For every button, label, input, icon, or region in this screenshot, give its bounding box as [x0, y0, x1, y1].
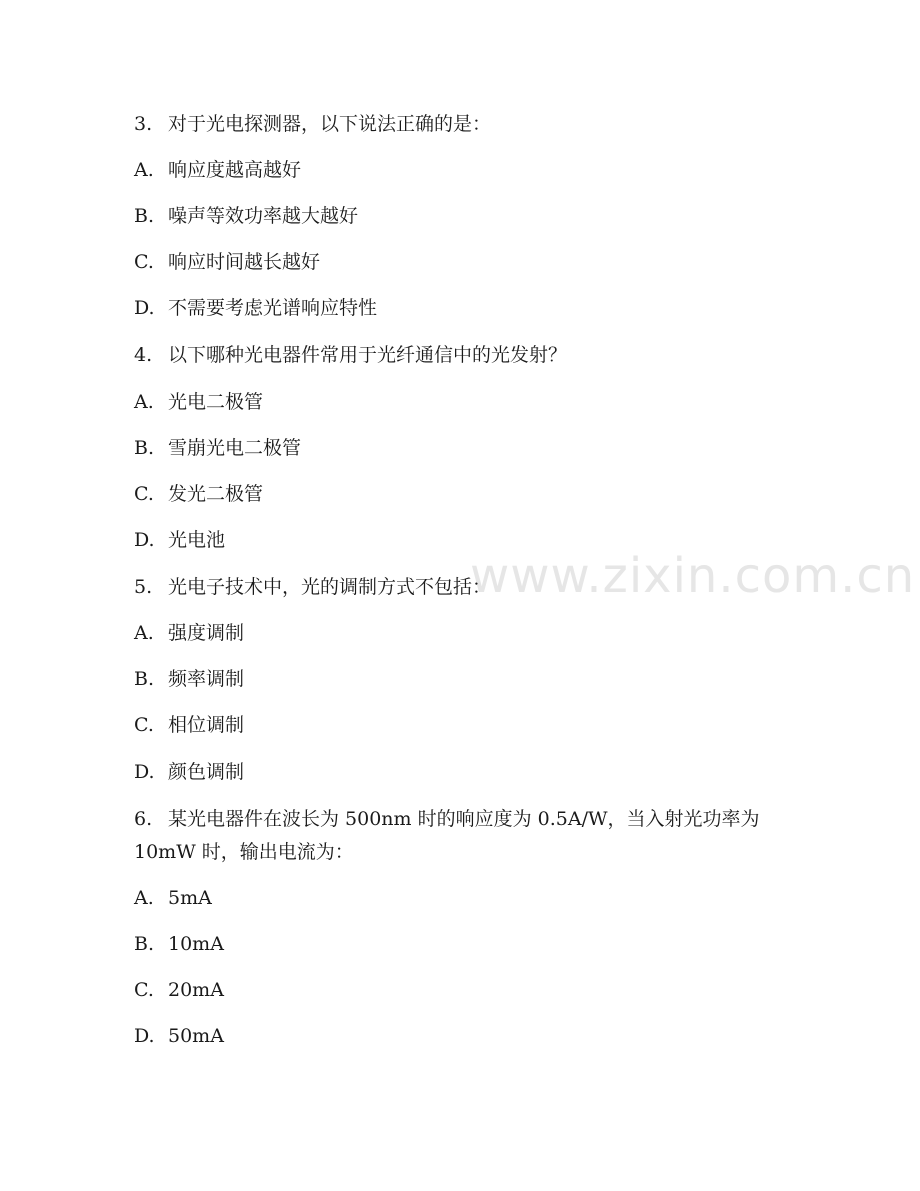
option-label: C.	[134, 979, 154, 1001]
option-text: 相位调制	[168, 714, 245, 736]
option-text: 5mA	[168, 887, 212, 909]
option-text: 发光二极管	[168, 483, 264, 505]
option-label: B.	[134, 437, 155, 459]
q3-option-b	[134, 202, 794, 230]
q6-option-b	[134, 930, 794, 958]
option-label: D.	[134, 761, 155, 783]
option-text: 20mA	[168, 979, 224, 1001]
option-label: C.	[134, 714, 154, 736]
q5-option-c	[134, 711, 794, 739]
option-text: 强度调制	[168, 622, 245, 644]
q5-option-d	[134, 758, 794, 786]
option-label: A.	[134, 159, 154, 181]
q5-option-b	[134, 665, 794, 693]
question-6	[134, 805, 794, 833]
q5-option-a	[134, 619, 794, 647]
option-text: 频率调制	[168, 668, 245, 690]
option-label: D.	[134, 297, 155, 319]
question-text-line-2: 10mW 时，输出电流为：	[134, 841, 354, 863]
option-label: A.	[134, 391, 154, 413]
q6-option-a	[134, 884, 794, 912]
option-text: 噪声等效功率越大越好	[168, 205, 359, 227]
question-4	[134, 341, 794, 369]
question-text: 以下哪种光电器件常用于光纤通信中的光发射？	[168, 344, 568, 366]
option-text: 50mA	[168, 1025, 224, 1047]
option-text: 响应时间越长越好	[168, 251, 321, 273]
option-label: D.	[134, 529, 155, 551]
q3-option-d	[134, 294, 794, 322]
option-label: B.	[134, 205, 155, 227]
option-label: C.	[134, 251, 154, 273]
q4-option-d	[134, 526, 794, 554]
question-3	[134, 110, 794, 138]
q6-option-d	[134, 1022, 794, 1050]
option-label: B.	[134, 933, 155, 955]
option-label: B.	[134, 668, 155, 690]
q3-option-a	[134, 156, 794, 184]
question-6-continued	[134, 838, 794, 866]
option-text: 响应度越高越好	[168, 159, 302, 181]
question-number: 3.	[134, 113, 153, 135]
question-text-line-1: 某光电器件在波长为 500nm 时的响应度为 0.5A/W，当入射光功率为	[168, 808, 760, 830]
q4-option-b	[134, 434, 794, 462]
question-number: 6.	[134, 808, 153, 830]
q3-option-c	[134, 248, 794, 276]
watermark: www.zixin.com.cn	[470, 548, 916, 604]
option-text: 光电二极管	[168, 391, 264, 413]
question-number: 4.	[134, 344, 153, 366]
question-5	[134, 573, 794, 601]
option-label: D.	[134, 1025, 155, 1047]
option-label: C.	[134, 483, 154, 505]
q6-option-c	[134, 976, 794, 1004]
question-text: 对于光电探测器，以下说法正确的是：	[168, 113, 492, 135]
option-text: 不需要考虑光谱响应特性	[168, 297, 378, 319]
q4-option-a	[134, 388, 794, 416]
option-text: 雪崩光电二极管	[168, 437, 302, 459]
option-text: 10mA	[168, 933, 224, 955]
option-label: A.	[134, 887, 154, 909]
q4-option-c	[134, 480, 794, 508]
option-text: 光电池	[168, 529, 226, 551]
option-text: 颜色调制	[168, 761, 245, 783]
question-text: 光电子技术中，光的调制方式不包括：	[168, 576, 492, 598]
question-number: 5.	[134, 576, 153, 598]
option-label: A.	[134, 622, 154, 644]
